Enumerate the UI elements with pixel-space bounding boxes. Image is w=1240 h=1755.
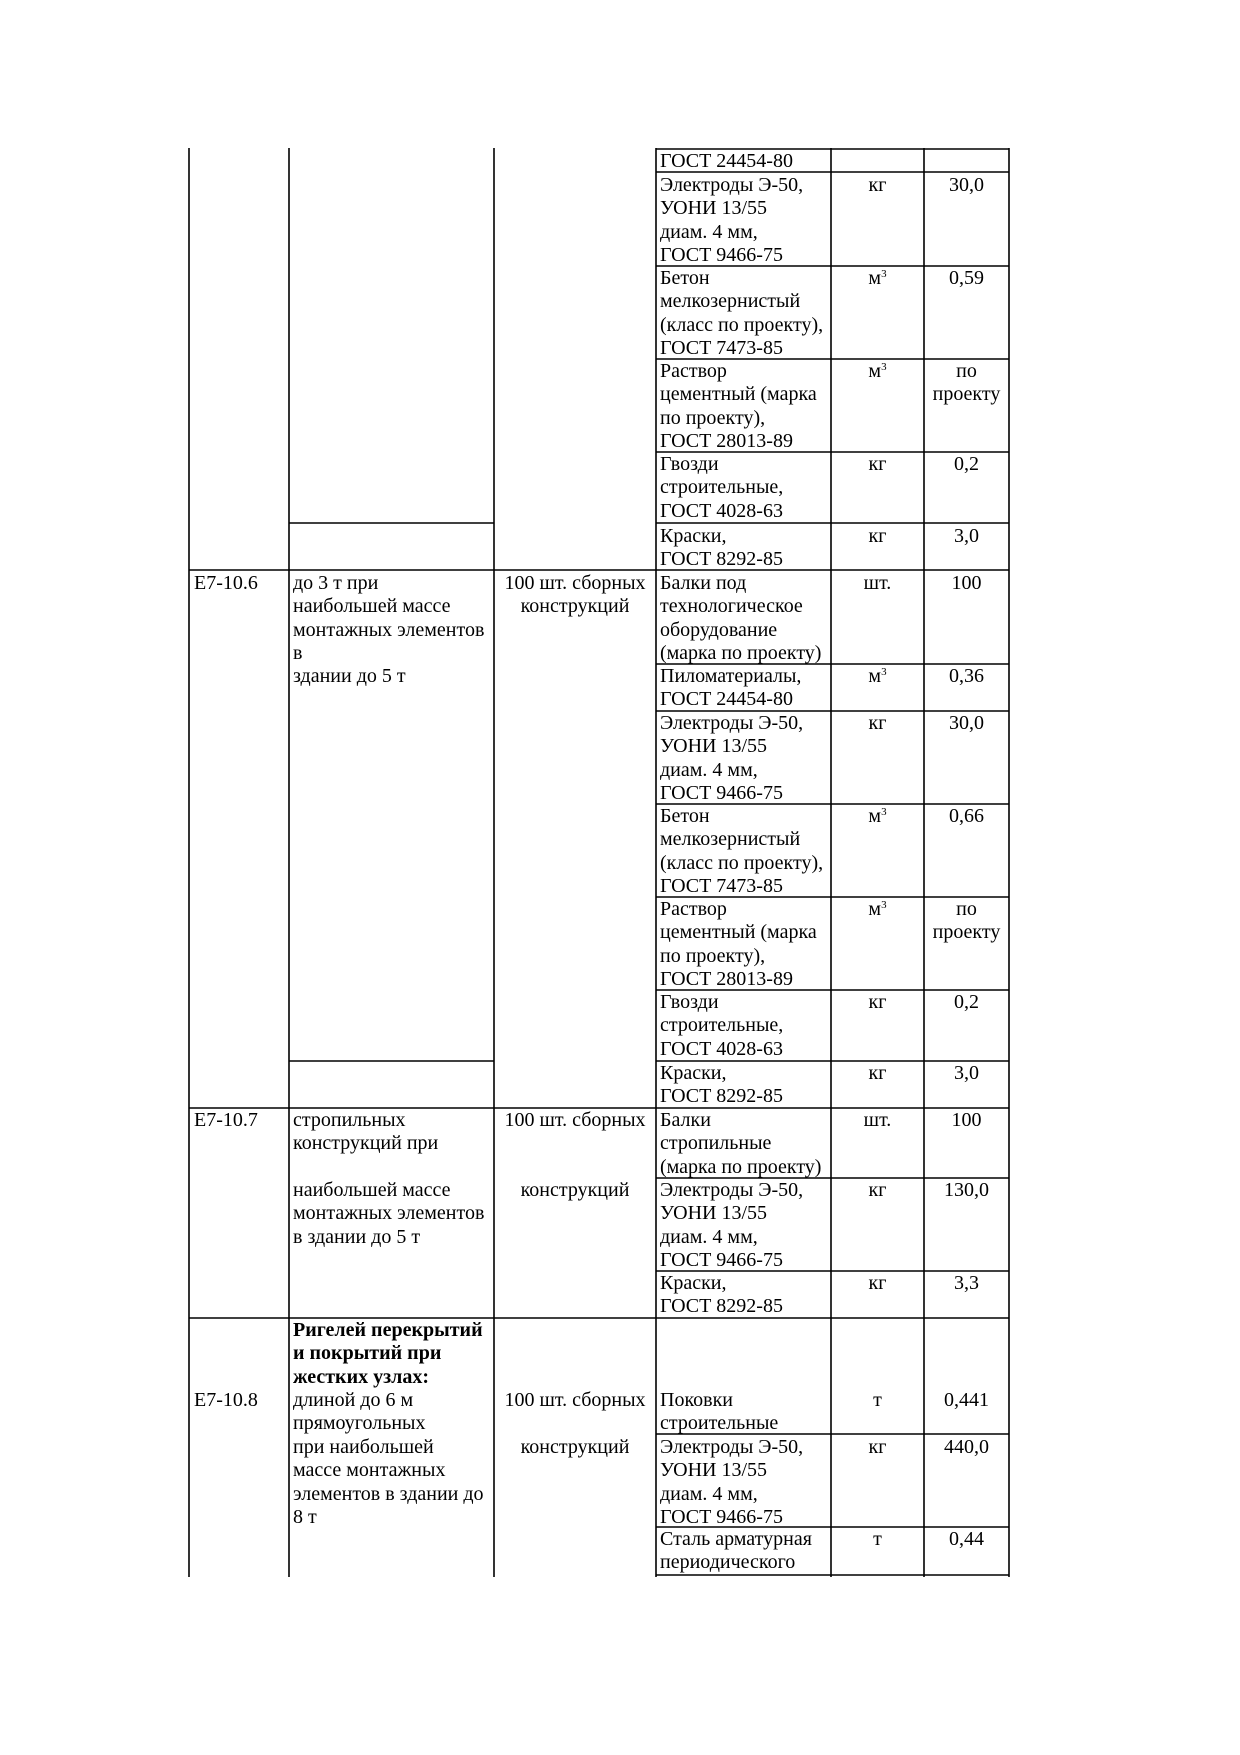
unit-cell: $м^3$ xyxy=(868,360,887,382)
norm-meter: 100 шт. сборных xyxy=(504,1389,646,1411)
unit-cell: кг xyxy=(868,453,887,475)
material-cell: Балки под технологическое оборудование (марка по проекту) xyxy=(660,572,822,664)
material-cell: Поковки строительные xyxy=(660,1389,779,1435)
quantity-cell: 0,2 xyxy=(954,991,979,1013)
unit-cell: кг xyxy=(868,174,887,196)
quantity-cell: 0,36 xyxy=(949,665,984,687)
section-heading: Ригелей перекрытий и покрытий при жестких узлах: xyxy=(293,1319,483,1388)
material-cell: ГОСТ 24454-80 xyxy=(660,150,793,172)
quantity-cell: 30,0 xyxy=(949,712,984,734)
quantity-cell: 3,0 xyxy=(954,1062,979,1084)
unit-cell: т xyxy=(873,1389,882,1411)
quantity-cell: 0,441 xyxy=(944,1389,989,1411)
norm-meter: 100 шт. сборных конструкций xyxy=(504,572,646,618)
quantity-cell: 0,2 xyxy=(954,453,979,475)
quantity-cell: 3,0 xyxy=(954,525,979,547)
quantity-cell: по проекту xyxy=(932,898,1001,944)
material-cell: Электроды Э-50, УОНИ 13/55 диам. 4 мм, ГОСТ 9466-75 xyxy=(660,1436,804,1528)
unit-cell: кг xyxy=(868,1436,887,1458)
unit-cell: кг xyxy=(868,1062,887,1084)
unit-cell: шт. xyxy=(863,572,892,594)
material-cell: Пиломатериалы, ГОСТ 24454-80 xyxy=(660,665,802,711)
unit-cell: кг xyxy=(868,991,887,1013)
quantity-cell: по проекту xyxy=(932,360,1001,406)
unit-cell: шт. xyxy=(863,1109,892,1131)
norm-description: до 3 т при наибольшей массе монтажных элементов в здании до 5 т xyxy=(293,572,485,688)
unit-cell: $м^3$ xyxy=(868,805,887,827)
unit-cell: кг xyxy=(868,1179,887,1201)
norm-description: длиной до 6 м прямоугольных xyxy=(293,1389,426,1435)
material-cell: Краски, ГОСТ 8292-85 xyxy=(660,525,783,571)
quantity-cell: 130,0 xyxy=(944,1179,989,1201)
unit-cell: кг xyxy=(868,1272,887,1294)
quantity-cell: 100 xyxy=(951,1109,982,1131)
material-cell: Краски, ГОСТ 8292-85 xyxy=(660,1062,783,1108)
norm-description: при наибольшей массе монтажных элементов в здании до 8 т xyxy=(293,1436,484,1528)
unit-cell: $м^3$ xyxy=(868,898,887,920)
material-cell: Сталь арматурная периодического xyxy=(660,1528,812,1574)
norm-meter: конструкций xyxy=(520,1179,630,1201)
material-cell: Электроды Э-50, УОНИ 13/55 диам. 4 мм, ГОСТ 9466-75 xyxy=(660,712,804,804)
material-cell: Краски, ГОСТ 8292-85 xyxy=(660,1272,783,1318)
material-cell: Раствор цементный (марка по проекту), ГОСТ 28013-89 xyxy=(660,898,817,990)
material-cell: Электроды Э-50, УОНИ 13/55 диам. 4 мм, ГОСТ 9466-75 xyxy=(660,1179,804,1271)
material-cell: Гвозди строительные, ГОСТ 4028-63 xyxy=(660,453,784,522)
norm-meter: конструкций xyxy=(520,1436,630,1458)
material-cell: Электроды Э-50, УОНИ 13/55 диам. 4 мм, ГОСТ 9466-75 xyxy=(660,174,804,266)
norm-code: Е7-10.7 xyxy=(194,1109,258,1131)
norm-description: стропильных конструкций при xyxy=(293,1109,439,1155)
unit-cell: $м^3$ xyxy=(868,665,887,687)
material-cell: Раствор цементный (марка по проекту), ГОСТ 28013-89 xyxy=(660,360,817,452)
norm-code: Е7-10.8 xyxy=(194,1389,258,1411)
material-cell: Балки стропильные (марка по проекту) xyxy=(660,1109,822,1178)
material-cell: Бетон мелкозернистый (класс по проекту), ГОСТ 7473-85 xyxy=(660,805,824,897)
norm-code: Е7-10.6 xyxy=(194,572,258,594)
unit-cell: кг xyxy=(868,712,887,734)
quantity-cell: 30,0 xyxy=(949,174,984,196)
unit-cell: кг xyxy=(868,525,887,547)
material-cell: Гвозди строительные, ГОСТ 4028-63 xyxy=(660,991,784,1060)
norm-meter: 100 шт. сборных xyxy=(504,1109,646,1131)
material-cell: Бетон мелкозернистый (класс по проекту), ГОСТ 7473-85 xyxy=(660,267,824,359)
quantity-cell: 100 xyxy=(951,572,982,594)
quantity-cell: 440,0 xyxy=(944,1436,989,1458)
norm-description: наибольшей массе монтажных элементов в здании до 5 т xyxy=(293,1179,485,1248)
unit-cell: $м^3$ xyxy=(868,267,887,289)
quantity-cell: 0,66 xyxy=(949,805,984,827)
quantity-cell: 0,44 xyxy=(949,1528,984,1550)
unit-cell: т xyxy=(873,1528,882,1550)
quantity-cell: 0,59 xyxy=(949,267,984,289)
quantity-cell: 3,3 xyxy=(954,1272,979,1294)
